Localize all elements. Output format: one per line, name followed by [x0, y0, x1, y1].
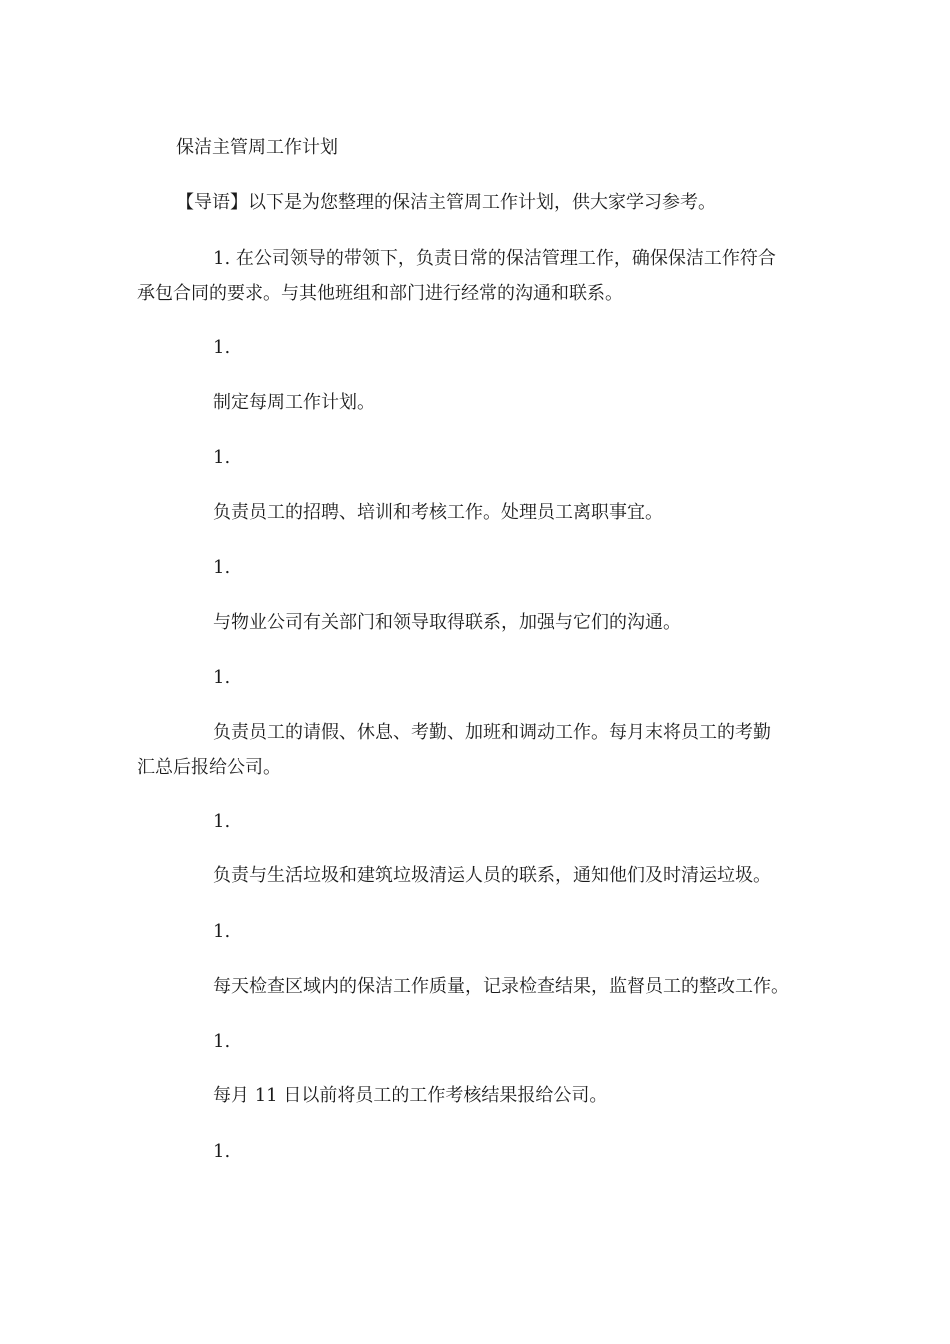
- list-number: 1.: [213, 447, 231, 468]
- paragraph-1-line-2: 承包合同的要求。与其他班组和部门进行经常的沟通和联系。: [137, 283, 623, 304]
- intro-paragraph: 【导语】以下是为您整理的保洁主管周工作计划，供大家学习参考。: [176, 192, 716, 213]
- list-item-continuation: 汇总后报给公司。: [137, 757, 281, 778]
- list-number: 1.: [213, 1031, 231, 1052]
- list-item-text: 负责员工的招聘、培训和考核工作。处理员工离职事宜。: [213, 502, 663, 523]
- list-number: 1.: [213, 337, 231, 358]
- list-item-text: 负责员工的请假、休息、考勤、加班和调动工作。每月末将员工的考勤: [213, 722, 771, 743]
- document-title: 保洁主管周工作计划: [176, 137, 338, 158]
- list-number: 1.: [213, 921, 231, 942]
- list-item-text: 每天检查区域内的保洁工作质量，记录检查结果，监督员工的整改工作。: [213, 976, 789, 997]
- paragraph-1-line-1: 1. 在公司领导的带领下，负责日常的保洁管理工作，确保保洁工作符合: [213, 248, 776, 269]
- list-number: 1.: [213, 811, 231, 832]
- list-number: 1.: [213, 557, 231, 578]
- list-item-text: 每月 11 日以前将员工的工作考核结果报给公司。: [213, 1085, 608, 1106]
- list-item-text: 负责与生活垃圾和建筑垃圾清运人员的联系，通知他们及时清运垃圾。: [213, 865, 771, 886]
- list-item-text: 与物业公司有关部门和领导取得联系，加强与它们的沟通。: [213, 612, 681, 633]
- list-item-text: 制定每周工作计划。: [213, 392, 375, 413]
- list-number: 1.: [213, 667, 231, 688]
- list-number: 1.: [213, 1141, 231, 1162]
